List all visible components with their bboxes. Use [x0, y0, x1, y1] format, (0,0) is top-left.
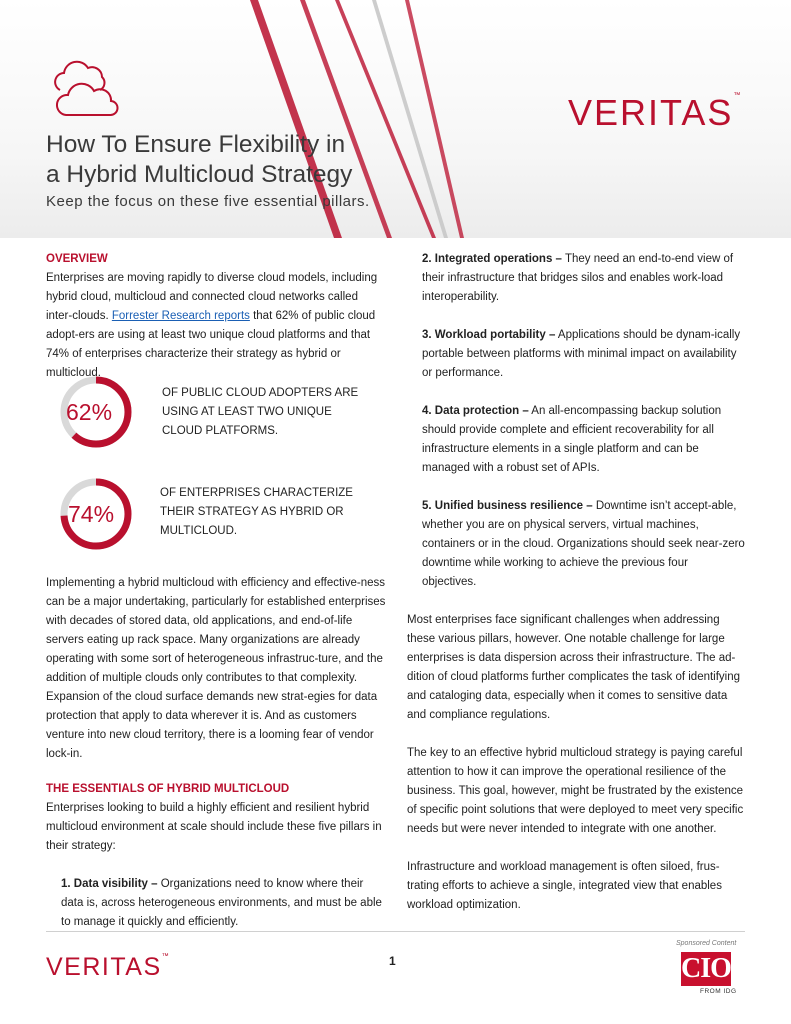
overview-paragraph: [46, 269, 386, 383]
overview-text: Enterprises are moving rapidly to diverse cloud models, including hybrid cloud, multicloud and connected cloud networks called inter-clouds.: [46, 272, 378, 322]
footer-veritas-logo: VERITAS™: [46, 953, 169, 981]
page-title: [46, 130, 352, 190]
pillar-5: [407, 497, 745, 592]
pillar-title: 5. Unified business resilience –: [422, 500, 593, 512]
pillar-1: [46, 875, 386, 932]
cio-logo: CIO: [681, 953, 731, 984]
pillar-title: 1. Data visibility –: [61, 878, 158, 890]
pillar-text: An all-encompassing backup solution should provide complete and efficient recoverability for all infrastructure elements in a single platform and can be managed with a robust set of APIs.: [422, 405, 722, 474]
pillar-title: 4. Data protection –: [422, 405, 529, 417]
right-paragraph: Most enterprises face significant challenges when addressing these various pillars, however. One notable challenge for large enterprises is data dispersion across their infrastructure. The ad-dition of cloud platforms further complicates the task of identifying and cataloging data, especially when it comes to sensitive data and compliance regulations.: [407, 614, 741, 721]
footer-divider: [46, 931, 745, 932]
stat-text: OF ENTERPRISES CHARACTERIZE THEIR STRATEGY AS HYBRID OR MULTICLOUD.: [160, 487, 353, 537]
overview-heading: OVERVIEW: [46, 253, 108, 265]
stat-74: [58, 476, 368, 556]
forrester-link[interactable]: Forrester Research reports: [111, 310, 250, 322]
header-banner: [0, 0, 791, 238]
left-column-bottom: [46, 574, 386, 932]
left-column-top: [46, 250, 386, 383]
title-line-2: a Hybrid Multicloud Strategy: [46, 161, 353, 188]
stat-text: OF PUBLIC CLOUD ADOPTERS ARE USING AT LEAST TWO UNIQUE CLOUD PLATFORMS.: [162, 387, 359, 437]
page-subtitle: Keep the focus on these five essential pillars.: [46, 193, 370, 210]
right-paragraph: The key to an effective hybrid multicloud strategy is paying careful attention to how it can improve the operational resilience of the business. This goal, however, might be frustrated by the existence of specific point solutions that were deployed to meet very specific needs but were never intended to integrate with one another.: [407, 747, 744, 835]
stat-value: 74%: [68, 501, 115, 527]
stat-62: [58, 374, 368, 454]
pillar-3: [407, 326, 745, 383]
pillar-title: 2. Integrated operations –: [422, 253, 562, 265]
cloud-icon: [46, 60, 126, 120]
pillar-text: They need an end-to-end view of their infrastructure that bridges silos and enables work-load interoperability.: [422, 253, 734, 303]
body-paragraph: Implementing a hybrid multicloud with efficiency and effective-ness can be a major undertaking, particularly for established enterprises with decades of stored data, old applications, and end-of-life servers eating up rack space. Many organizations are already operating with some sort of heterogeneous infrastruc-ture, and the addition of multiple clouds only contributes to that complexity. Expansion of the cloud surface demands new strat-egies for data protection that apply to data wherever it is. And as customers venture into new cloud territory, there is a looming fear of vendor lock-in.: [46, 577, 386, 760]
pillar-text: Downtime isn’t accept-able, whether you are on physical servers, virtual machines, containers or in the cloud. Organizations should seek near-zero downtime while working to achieve the previous four objectives.: [422, 500, 745, 588]
stat-value: 62%: [66, 399, 113, 425]
essentials-intro: Enterprises looking to build a highly efficient and resilient hybrid multicloud environment at scale should include these five pillars in their strategy:: [46, 802, 382, 852]
title-line-1: How To Ensure Flexibility in: [46, 131, 346, 158]
pillar-text: Applications should be dynam-ically portable between platforms with minimal impact on availability or performance.: [422, 329, 741, 379]
overview-text-cont: that 62% of public cloud adopt-ers are using at least two unique cloud platforms and that 74% of enterprises characterize their strategy as hybrid or multicloud.: [46, 310, 376, 379]
right-paragraph: Infrastructure and workload management is often siloed, frus-trating efforts to achieve a single, integrated view that enables workload optimization.: [407, 861, 722, 911]
pillar-2: [407, 250, 745, 307]
footer-logo-text: VERITAS: [46, 953, 162, 981]
page-number: 1: [389, 954, 396, 968]
logo-text: VERITAS: [568, 92, 734, 133]
veritas-logo: VERITAS™: [568, 92, 741, 133]
from-idg-label: FROM IDG: [700, 988, 737, 995]
sponsored-label: Sponsored Content: [676, 940, 737, 947]
pillar-4: [407, 402, 745, 478]
pillar-text: Organizations need to know where their data is, across heterogeneous environments, and must be able to manage it quickly and efficiently.: [61, 878, 382, 928]
stripe: [372, 0, 448, 238]
right-column: [407, 250, 745, 915]
pillar-title: 3. Workload portability –: [422, 329, 556, 341]
essentials-heading: THE ESSENTIALS OF HYBRID MULTICLOUD: [46, 783, 290, 795]
